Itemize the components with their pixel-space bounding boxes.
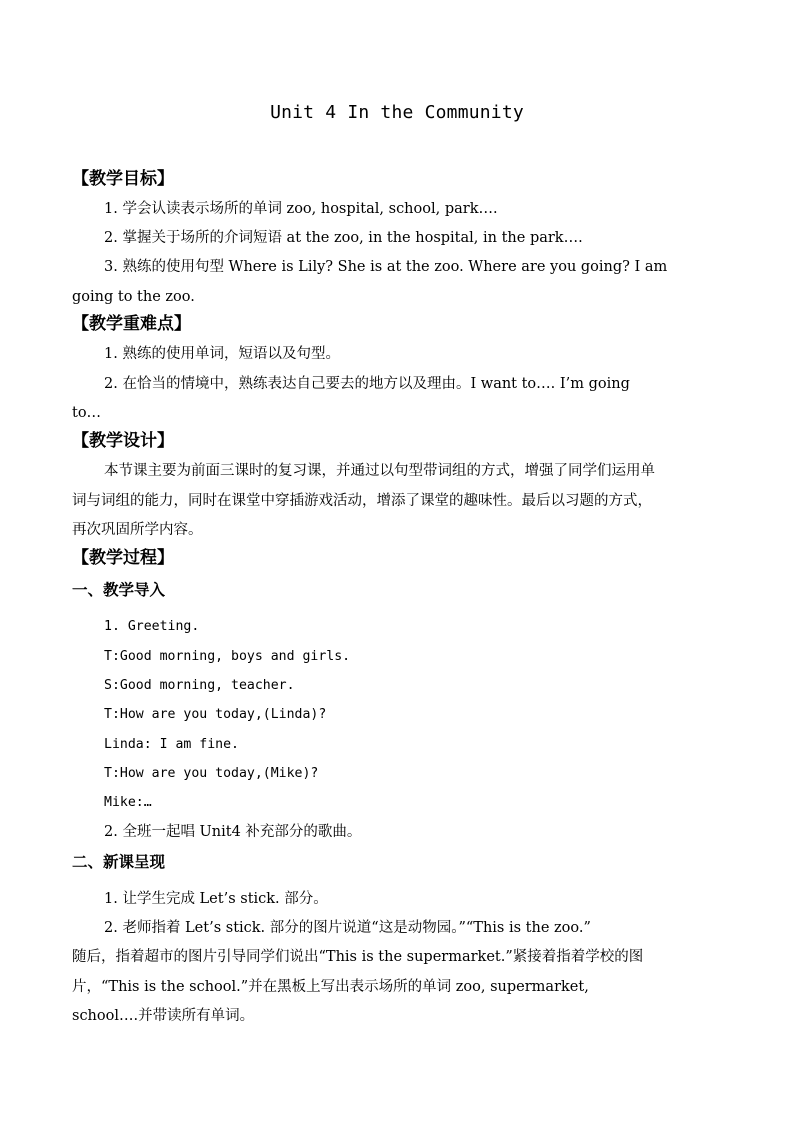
- process-part-2-line-5: school….并带读所有单词。: [72, 1008, 255, 1024]
- section-heading-process: 【教学过程】: [72, 548, 174, 568]
- process-part-2-line-2: 2. 老师指着 Let’s stick. 部分的图片说道“这是动物园。”“This is the zoo.”: [104, 920, 591, 936]
- section-heading-goals: 【教学目标】: [72, 169, 174, 189]
- design-paragraph-line-3: 再次巩固所学内容。: [72, 522, 203, 538]
- process-part-1-title: 一、教学导入: [72, 581, 166, 599]
- process-part-1-line-5: Linda: I am fine.: [104, 737, 239, 752]
- design-paragraph-line-2: 词与词组的能力，同时在课堂中穿插游戏活动，增添了课堂的趣味性。最后以习题的方式，: [72, 493, 652, 509]
- document-title: Unit 4 In the Community: [270, 102, 524, 123]
- goal-item-2: 2. 掌握关于场所的介词短语 at the zoo, in the hospital, in the park….: [104, 230, 583, 246]
- key-point-item-2-continued: to…: [72, 405, 102, 421]
- goal-item-1: 1. 学会认读表示场所的单词 zoo, hospital, school, park….: [104, 201, 498, 217]
- process-part-1-line-4: T:How are you today,(Linda)?: [104, 707, 327, 722]
- section-heading-design: 【教学设计】: [72, 431, 174, 451]
- process-part-1-line-8: 2. 全班一起唱 Unit4 补充部分的歌曲。: [104, 824, 362, 840]
- goal-item-3: 3. 熟练的使用句型 Where is Lily? She is at the zoo. Where are you going? I am: [104, 259, 668, 275]
- key-point-item-2: 2. 在恰当的情境中，熟练表达自己要去的地方以及理由。I want to…. I’m going: [104, 376, 630, 392]
- goal-item-3-continued: going to the zoo.: [72, 289, 195, 305]
- design-paragraph-line-1: 本节课主要为前面三课时的复习课，并通过以句型带词组的方式，增强了同学们运用单: [104, 463, 655, 479]
- process-part-1-line-6: T:How are you today,(Mike)?: [104, 766, 319, 781]
- process-part-1-line-2: T:Good morning, boys and girls.: [104, 649, 351, 664]
- process-part-2-line-3: 随后，指着超市的图片引导同学们说出“This is the supermarket.”紧接着指着学校的图: [72, 949, 644, 965]
- process-part-1-line-7: Mike:…: [104, 795, 152, 810]
- process-part-1-line-1: 1. Greeting.: [104, 619, 200, 634]
- process-part-1-line-3: S:Good morning, teacher.: [104, 678, 295, 693]
- process-part-2-line-1: 1. 让学生完成 Let’s stick. 部分。: [104, 891, 328, 907]
- section-heading-key-points: 【教学重难点】: [72, 314, 191, 334]
- key-point-item-1: 1. 熟练的使用单词，短语以及句型。: [104, 346, 340, 362]
- process-part-2-title: 二、新课呈现: [72, 853, 166, 871]
- process-part-2-line-4: 片，“This is the school.”并在黑板上写出表示场所的单词 zoo, supermarket,: [72, 979, 589, 995]
